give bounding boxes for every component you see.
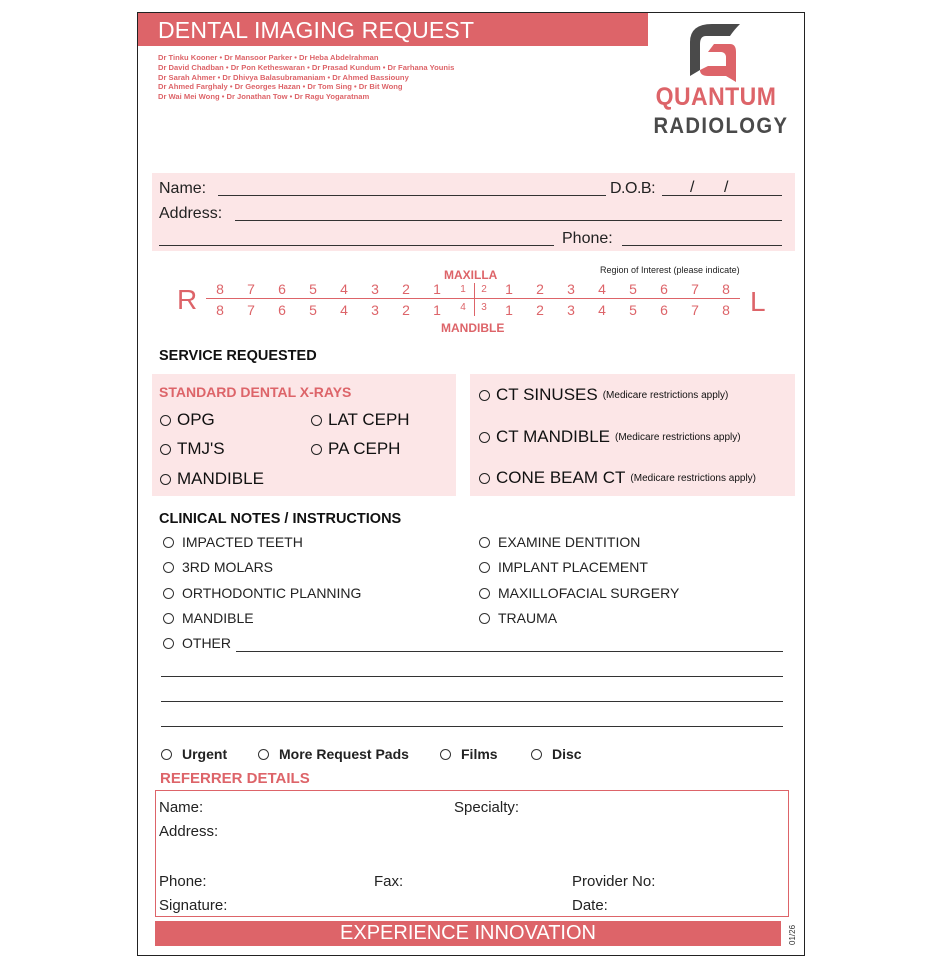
tooth-number[interactable]: 1 (433, 281, 441, 297)
option-label: CONE BEAM CT (496, 468, 626, 487)
patient-address-label: Address: (159, 205, 223, 222)
patient-details-box (152, 173, 795, 251)
dob-separator: / (690, 179, 695, 196)
doctors-list (158, 53, 454, 102)
radio-circle-icon[interactable] (163, 537, 174, 548)
referrer-details-heading: REFERRER DETAILS (160, 770, 310, 787)
tooth-number[interactable]: 2 (536, 302, 544, 318)
patient-phone-field[interactable] (622, 245, 782, 246)
quantum-logo-icon (686, 22, 744, 82)
tooth-number[interactable]: 6 (660, 302, 668, 318)
option-label: MAXILLOFACIAL SURGERY (498, 585, 680, 601)
option-label: EXAMINE DENTITION (498, 534, 641, 550)
patient-name-label: Name: (159, 180, 207, 197)
option-label: Disc (552, 746, 582, 762)
option-cone-beam-ct[interactable] (479, 468, 756, 488)
dob-separator: / (724, 179, 729, 196)
option-label: IMPLANT PLACEMENT (498, 559, 648, 575)
medicare-note: (Medicare restrictions apply) (602, 389, 729, 401)
medicare-note: (Medicare restrictions apply) (615, 431, 741, 443)
quadrant-number[interactable]: 2 (481, 284, 487, 295)
radio-circle-icon[interactable] (479, 390, 490, 401)
option-label: OPG (177, 410, 215, 429)
tooth-number[interactable]: 5 (309, 302, 317, 318)
patient-dob-label: D.O.B: (610, 180, 656, 197)
logo-text-radiology: RADIOLOGY (653, 113, 789, 138)
referrer-provider-label[interactable]: Provider No: (572, 873, 656, 890)
radio-circle-icon[interactable] (160, 444, 171, 455)
radio-circle-icon[interactable] (160, 415, 171, 426)
tooth-number[interactable]: 2 (536, 281, 544, 297)
referrer-specialty-label[interactable]: Specialty: (454, 799, 520, 816)
option-tmjs[interactable] (160, 439, 225, 459)
tooth-number[interactable]: 1 (505, 302, 513, 318)
option-label: TRAUMA (498, 610, 558, 626)
radio-circle-icon[interactable] (161, 749, 172, 760)
tooth-number[interactable]: 8 (722, 302, 730, 318)
radio-circle-icon[interactable] (440, 749, 451, 760)
tooth-number[interactable]: 4 (598, 281, 606, 297)
option-label: OTHER (182, 635, 231, 651)
left-side-label: L (750, 286, 766, 317)
option-more-request-pads[interactable] (258, 746, 409, 762)
option-label: ORTHODONTIC PLANNING (182, 585, 362, 601)
tooth-number[interactable]: 1 (505, 281, 513, 297)
midline (474, 283, 475, 316)
region-of-interest-label: Region of Interest (please indicate) (600, 265, 740, 275)
patient-name-field[interactable] (218, 195, 606, 196)
patient-phone-label: Phone: (562, 230, 613, 247)
tooth-number[interactable]: 8 (722, 281, 730, 297)
tooth-number[interactable]: 6 (278, 281, 286, 297)
tooth-number[interactable]: 2 (402, 302, 410, 318)
tooth-number[interactable]: 8 (216, 281, 224, 297)
option-ct-mandible[interactable] (479, 427, 741, 447)
tooth-number[interactable]: 6 (278, 302, 286, 318)
option-label: IMPACTED TEETH (182, 534, 303, 550)
option-label: Films (461, 746, 498, 762)
notes-line[interactable] (161, 726, 783, 727)
footer-slogan: EXPERIENCE INNOVATION (340, 922, 596, 944)
tooth-number[interactable]: 6 (660, 281, 668, 297)
quadrant-number[interactable]: 1 (460, 284, 466, 295)
tooth-number[interactable]: 5 (309, 281, 317, 297)
option-opg[interactable] (160, 410, 215, 430)
radio-circle-icon[interactable] (258, 749, 269, 760)
doctors-line: Dr Wai Mei Wong • Dr Jonathan Tow • Dr Ragu Yogaratnam (158, 92, 370, 102)
occlusal-line (206, 298, 740, 299)
radio-circle-icon[interactable] (531, 749, 542, 760)
radio-circle-icon[interactable] (479, 588, 490, 599)
tooth-number[interactable]: 7 (247, 302, 255, 318)
referrer-phone-label[interactable]: Phone: (159, 873, 207, 890)
medicare-note: (Medicare restrictions apply) (630, 472, 757, 484)
patient-address-field[interactable] (235, 220, 782, 221)
tooth-number[interactable]: 8 (216, 302, 224, 318)
referrer-fax-label[interactable]: Fax: (374, 873, 404, 890)
tooth-number[interactable]: 4 (598, 302, 606, 318)
radio-circle-icon[interactable] (163, 638, 174, 649)
option-lat-ceph[interactable] (311, 410, 410, 430)
tooth-number[interactable]: 7 (691, 281, 699, 297)
doctors-line: Dr David Chadban • Dr Pon Ketheswaran • Dr Prasad Kundum • Dr Farhana Younis (158, 62, 455, 72)
patient-dob-field[interactable] (662, 195, 782, 196)
option-label: Urgent (182, 746, 228, 762)
maxilla-label: MAXILLA (444, 268, 498, 282)
referrer-address-label[interactable]: Address: (159, 823, 219, 840)
option-label: 3RD MOLARS (182, 559, 274, 575)
tooth-number[interactable]: 1 (433, 302, 441, 318)
radio-circle-icon[interactable] (160, 474, 171, 485)
referrer-name-label[interactable]: Name: (159, 799, 204, 816)
tooth-number[interactable]: 3 (567, 302, 575, 318)
radio-circle-icon[interactable] (163, 562, 174, 573)
radio-circle-icon[interactable] (479, 473, 490, 484)
header-band (138, 13, 648, 46)
tooth-number[interactable]: 3 (371, 302, 379, 318)
form-version-code: 01/26 (788, 924, 797, 945)
radio-circle-icon[interactable] (479, 613, 490, 624)
tooth-number[interactable]: 3 (371, 281, 379, 297)
clinical-option[interactable] (479, 585, 679, 601)
doctors-line: Dr Sarah Ahmer • Dr Dhivya Balasubramaniam • Dr Ahmed Bassiouny (158, 72, 409, 82)
referrer-signature-label[interactable]: Signature: (159, 897, 228, 914)
tooth-number[interactable]: 3 (567, 281, 575, 297)
option-label: CT SINUSES (496, 385, 598, 404)
clinical-option[interactable] (479, 559, 648, 575)
option-label: TMJ'S (177, 439, 225, 458)
radio-circle-icon[interactable] (311, 415, 322, 426)
referrer-date-label[interactable]: Date: (572, 897, 608, 914)
option-films[interactable] (440, 746, 498, 762)
option-label: LAT CEPH (328, 410, 410, 429)
tooth-number[interactable]: 5 (629, 302, 637, 318)
clinical-option[interactable] (163, 585, 361, 601)
radio-circle-icon[interactable] (163, 613, 174, 624)
clinical-option[interactable] (479, 534, 640, 550)
option-disc[interactable] (531, 746, 582, 762)
radio-circle-icon[interactable] (479, 537, 490, 548)
mandible-label: MANDIBLE (441, 321, 505, 335)
radio-circle-icon[interactable] (479, 432, 490, 443)
logo-text-quantum: QUANTUM (655, 83, 777, 111)
clinical-option[interactable] (163, 610, 254, 626)
clinical-option-other[interactable] (163, 635, 231, 651)
clinical-option[interactable] (479, 610, 557, 626)
notes-line[interactable] (161, 676, 783, 677)
standard-xrays-heading: STANDARD DENTAL X-RAYS (159, 384, 352, 400)
option-mandible-xray[interactable] (160, 469, 264, 489)
tooth-number[interactable]: 4 (340, 281, 348, 297)
tooth-number[interactable]: 2 (402, 281, 410, 297)
service-requested-heading: SERVICE REQUESTED (159, 348, 317, 364)
quadrant-number[interactable]: 3 (481, 302, 487, 313)
patient-address-field-line2[interactable] (159, 245, 554, 246)
doctors-line: Dr Tinku Kooner • Dr Mansoor Parker • Dr Heba Abdelrahman (158, 53, 379, 62)
option-label: More Request Pads (279, 746, 409, 762)
tooth-number[interactable]: 7 (691, 302, 699, 318)
form-title: DENTAL IMAGING REQUEST (158, 17, 475, 43)
option-label: MANDIBLE (177, 469, 264, 488)
footer-band (155, 921, 781, 946)
right-side-label: R (177, 284, 198, 315)
option-label: CT MANDIBLE (496, 427, 610, 446)
doctors-line: Dr Ahmed Farghaly • Dr Georges Hazan • Dr Tom Sing • Dr Bit Wong (158, 82, 403, 92)
radio-circle-icon[interactable] (163, 588, 174, 599)
radio-circle-icon[interactable] (311, 444, 322, 455)
tooth-number[interactable]: 4 (340, 302, 348, 318)
clinical-option[interactable] (163, 534, 303, 550)
tooth-number[interactable]: 5 (629, 281, 637, 297)
clinical-option[interactable] (163, 559, 273, 575)
option-ct-sinuses[interactable] (479, 385, 728, 405)
tooth-number[interactable]: 7 (247, 281, 255, 297)
radio-circle-icon[interactable] (479, 562, 490, 573)
option-pa-ceph[interactable] (311, 439, 400, 459)
notes-line[interactable] (161, 701, 783, 702)
clinical-notes-heading: CLINICAL NOTES / INSTRUCTIONS (159, 511, 402, 527)
option-label: PA CEPH (328, 439, 401, 458)
other-notes-field[interactable] (236, 651, 783, 652)
option-urgent[interactable] (161, 746, 227, 762)
quadrant-number[interactable]: 4 (460, 302, 466, 313)
option-label: MANDIBLE (182, 610, 254, 626)
